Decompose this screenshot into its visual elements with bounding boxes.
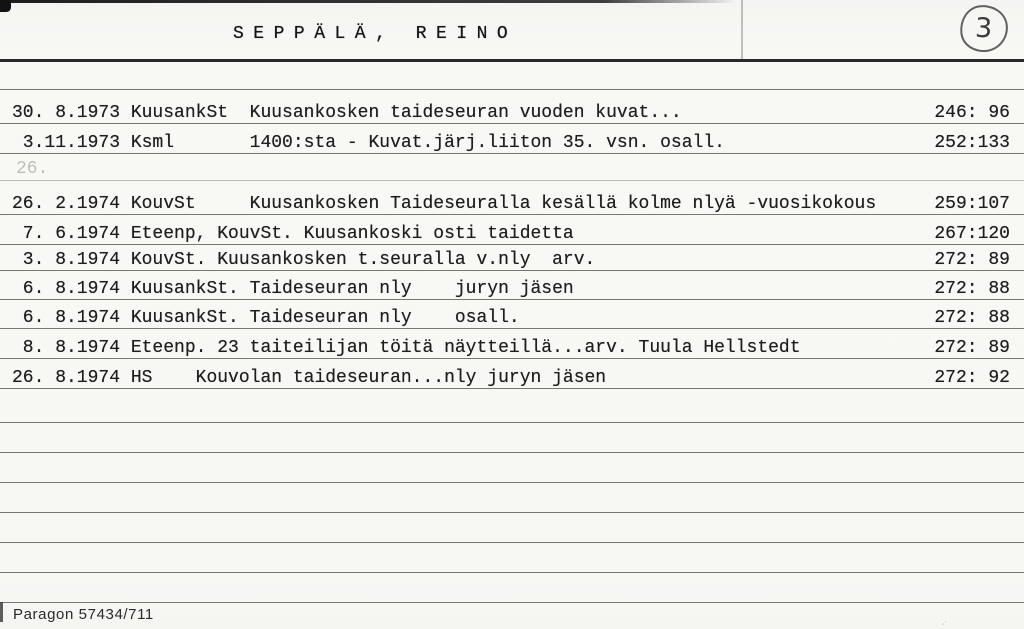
entry-date: 26. 2.1974	[12, 194, 121, 214]
ruled-line	[0, 452, 1024, 453]
entry-row	[12, 102, 1024, 124]
ruled-line	[0, 59, 1024, 62]
entry-ref: 272: 92	[934, 368, 1010, 388]
entry-row	[12, 367, 1024, 389]
entry-ref: 259:107	[934, 194, 1010, 214]
entry-text: KouvSt Kuusankosken Taideseuralla kesällä kolme nlyä -vuosikokous	[130, 194, 877, 214]
entry-row	[12, 249, 1024, 271]
entry-date: 6. 8.1974	[12, 308, 121, 328]
entry-row	[12, 337, 1024, 359]
ruled-line	[0, 572, 1024, 573]
entry-text: Eteenp, KouvSt. Kuusankoski osti taidetta	[130, 224, 574, 244]
ruled-line	[0, 482, 1024, 483]
entry-text: HS Kouvolan taideseuran...nly juryn jäsen	[130, 368, 607, 388]
ruled-line	[0, 542, 1024, 543]
entry-row	[12, 307, 1024, 329]
scan-artifact-speck: ,·	[942, 618, 947, 626]
ruled-line	[0, 422, 1024, 423]
entry-row	[12, 278, 1024, 300]
entry-row	[12, 223, 1024, 245]
entry-text: Eteenp. 23 taiteilijan töitä näytteillä...arv. Tuula Hellstedt	[130, 338, 801, 358]
scan-artifact-left-tick	[0, 602, 3, 622]
card-brand-imprint: Paragon 57434/711	[13, 606, 154, 623]
entry-date: 7. 6.1974	[12, 224, 121, 244]
entry-text: KuusankSt Kuusankosken taideseuran vuoden kuvat...	[130, 103, 682, 123]
header-column-divider	[741, 0, 743, 59]
scan-artifact-corner-blob	[0, 0, 11, 12]
scan-artifact-top-edge	[0, 0, 737, 3]
entry-row	[12, 132, 1024, 154]
page-number-badge	[957, 2, 1010, 54]
entry-text: Ksml 1400:sta - Kuvat.järj.liiton 35. vsn. osall.	[130, 133, 725, 153]
entry-date: 3. 8.1974	[12, 250, 121, 270]
entry-date: 26. 8.1974	[12, 368, 121, 388]
page-number: 3	[974, 12, 994, 45]
entry-text: KouvSt. Kuusankosken t.seuralla v.nly arv.	[130, 250, 596, 270]
entry-row	[12, 193, 1024, 215]
entry-date: 6. 8.1974	[12, 279, 121, 299]
ruled-line	[0, 89, 1024, 90]
entry-ref: 267:120	[934, 224, 1010, 244]
entry-text: KuusankSt. Taideseuran nly osall.	[130, 308, 520, 328]
entry-ref: 272: 89	[934, 250, 1010, 270]
entry-ref: 272: 88	[934, 279, 1010, 299]
entry-text: KuusankSt. Taideseuran nly juryn jäsen	[130, 279, 574, 299]
ruled-line	[0, 180, 1024, 181]
entry-ref: 272: 88	[934, 308, 1010, 328]
ruled-line	[0, 602, 1024, 603]
card-title: SEPPÄLÄ, REINO	[233, 24, 518, 44]
ghost-typewriter-mark: 26.	[16, 159, 49, 179]
entry-ref: 272: 89	[934, 338, 1010, 358]
entry-date: 3.11.1973	[12, 133, 121, 153]
ruled-line	[0, 512, 1024, 513]
entry-ref: 252:133	[934, 133, 1010, 153]
entry-date: 30. 8.1973	[12, 103, 121, 123]
entry-ref: 246: 96	[934, 103, 1010, 123]
entry-date: 8. 8.1974	[12, 338, 121, 358]
